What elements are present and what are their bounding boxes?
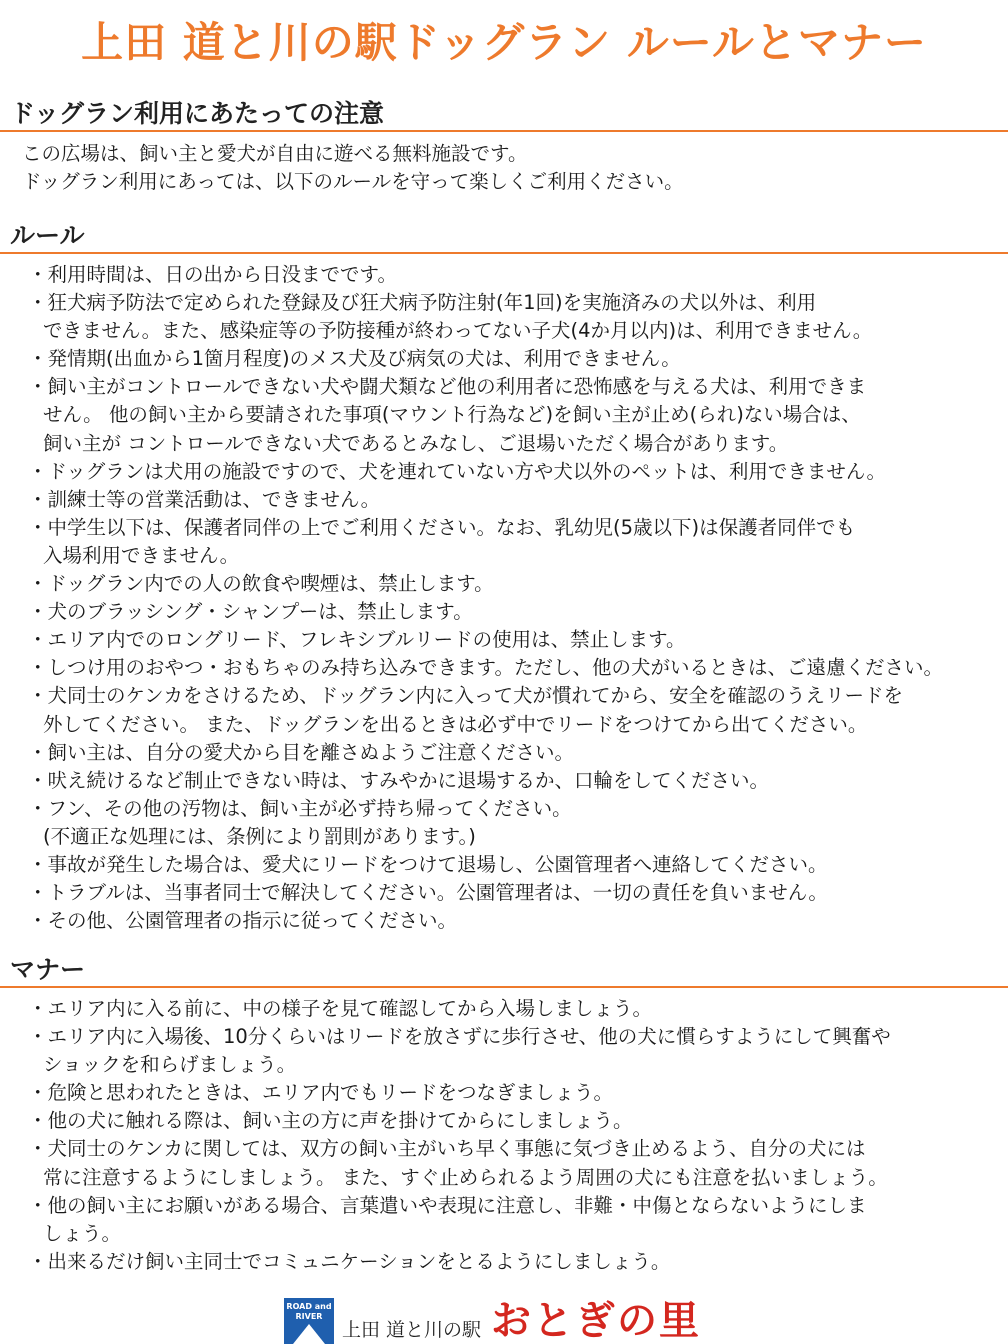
rule-item [28, 514, 1008, 570]
rule-item [28, 654, 1008, 682]
manner-item [28, 1248, 1008, 1276]
rules-section [0, 219, 1008, 935]
rule-item [28, 261, 1008, 289]
road-river-logo-icon [284, 1298, 334, 1344]
rule-item [28, 289, 1008, 345]
rule-item-line: 外してください。 また、ドッグランを出るときは必ず中でリードをつけてから出てください。 [43, 712, 868, 736]
rule-item-line: ・発情期(出血から1箇月程度)のメス犬及び病気の犬は、利用できません。 [28, 347, 681, 371]
manner-item-line: ・危険と思われたときは、エリア内でもリードをつなぎましょう。 [28, 1081, 614, 1105]
manner-item-line: ・出来るだけ飼い主同士でコミュニケーションをとるようにしましょう。 [28, 1249, 671, 1273]
rule-item-line: ・トラブルは、当事者同士で解決してください。公園管理者は、一切の責任を負いません。 [28, 881, 828, 905]
notice-line: ドッグラン利用にあっては、以下のルールを守って楽しくご利用ください。 [22, 170, 684, 193]
rule-item [28, 486, 1008, 514]
rules-heading: ルール [0, 219, 1008, 254]
rule-item-line: ・その他、公園管理者の指示に従ってください。 [28, 909, 458, 933]
rule-item [28, 851, 1008, 879]
rule-item-line: せん。 他の飼い主から要請された事項(マウント行為など)を飼い主が止め(られ)ない場合は、 [43, 403, 861, 427]
rule-item [28, 458, 1008, 486]
rule-item [28, 795, 1008, 851]
rule-item-line: ・狂犬病予防法で定められた登録及び狂犬病予防注射(年1回)を実施済みの犬以外は、利用 [28, 291, 817, 315]
rule-item-line: ・吠え続けるなど制止できない時は、すみやかに退場するか、口輪をしてください。 [28, 768, 770, 792]
rule-item-line: (不適正な処理には、条例により罰則があります。) [43, 824, 476, 848]
manner-item-line: ショックを和らげましょう。 [43, 1053, 297, 1077]
footer-logo [284, 1298, 704, 1344]
manners-section [0, 953, 1008, 1276]
page-title: 上田 道と川の駅ドッグラン ルールとマナー [81, 18, 927, 67]
rule-item-line: ・フン、その他の汚物は、飼い主が必ず持ち帰ってください。 [28, 796, 572, 820]
rule-item-line: ・ドッグランは犬用の施設ですので、犬を連れていない方や犬以外のペットは、利用できません。 [28, 459, 887, 483]
rule-item-line: ・エリア内でのロングリード、フレキシブルリードの使用は、禁止します。 [28, 628, 686, 652]
manner-item [28, 1107, 1008, 1135]
manner-item-line: 常に注意するようにしましょう。 また、すぐ止められるよう周囲の犬にも注意を払いましょう。 [43, 1165, 888, 1189]
rule-item-line: ・犬同士のケンカをさけるため、ドッグラン内に入って犬が慣れてから、安全を確認のうえリードを [28, 684, 903, 708]
rules-list [0, 254, 1008, 935]
rule-item-line: できません。また、感染症等の予防接種が終わってない子犬(4か月以内)は、利用できません。 [43, 319, 873, 343]
rule-item-line: ・中学生以下は、保護者同伴の上でご利用ください。なお、乳幼児(5歳以下)は保護者同伴でも [28, 515, 856, 539]
rule-item-line: ・訓練士等の営業活動は、できません。 [28, 487, 381, 511]
rule-item [28, 373, 1008, 457]
rule-item [28, 345, 1008, 373]
badge-text: ROAD and RIVER [286, 1302, 332, 1321]
rule-item [28, 907, 1008, 935]
notice-section [0, 97, 1008, 196]
rule-item [28, 626, 1008, 654]
manners-heading: マナー [0, 953, 1008, 988]
manner-item [28, 995, 1008, 1023]
manner-item-line: ・エリア内に入場後、10分くらいはリードを放さずに歩行させ、他の犬に慣らすようにして興奮や [28, 1025, 891, 1049]
manner-item [28, 1192, 1008, 1248]
rule-item-line: ・しつけ用のおやつ・おもちゃのみ持ち込みできます。ただし、他の犬がいるときは、ご遠慮ください。 [28, 656, 943, 680]
rule-item-line: ・事故が発生した場合は、愛犬にリードをつけて退場し、公園管理者へ連絡してください。 [28, 852, 828, 876]
manner-item [28, 1135, 1008, 1191]
manner-item-line: ・他の飼い主にお願いがある場合、言葉遣いや表現に注意し、非難・中傷とならないようにしま [28, 1193, 867, 1217]
rule-item [28, 570, 1008, 598]
manner-item-line: しょう。 [43, 1221, 122, 1245]
brand-logo: おとぎの里 [491, 1297, 702, 1344]
rule-item [28, 739, 1008, 767]
rule-item-line: ・ドッグラン内での人の飲食や喫煙は、禁止します。 [28, 572, 494, 596]
rule-item-line: ・利用時間は、日の出から日没までです。 [28, 263, 397, 286]
station-name: 上田 道と川の駅 [342, 1319, 482, 1341]
manner-item-line: ・他の犬に触れる際は、飼い主の方に声を掛けてからにしましょう。 [28, 1109, 633, 1133]
rule-item-line: ・飼い主がコントロールできない犬や闘犬類など他の利用者に恐怖感を与える犬は、利用できま [28, 375, 867, 399]
rule-item-line: ・犬のブラッシング・シャンプーは、禁止します。 [28, 600, 473, 624]
rule-item [28, 879, 1008, 907]
notice-line: この広場は、飼い主と愛犬が自由に遊べる無料施設です。 [22, 142, 528, 165]
rule-item-line: 入場利用できません。 [43, 543, 240, 567]
rule-item [28, 682, 1008, 738]
manner-item [28, 1079, 1008, 1107]
notice-heading: ドッグラン利用にあたっての注意 [0, 97, 1008, 132]
manner-item [28, 1023, 1008, 1079]
rule-item-line: 飼い主が コントロールできない犬であるとみなし、ご退場いただく場合があります。 [43, 431, 789, 455]
manner-item-line: ・犬同士のケンカに関しては、双方の飼い主がいち早く事態に気づき止めるよう、自分の犬には [28, 1137, 866, 1161]
rule-item [28, 767, 1008, 795]
rule-item-line: ・飼い主は、自分の愛犬から目を離さぬようご注意ください。 [28, 740, 575, 764]
rule-item [28, 598, 1008, 626]
manners-list [0, 988, 1008, 1276]
manner-item-line: ・エリア内に入る前に、中の様子を見て確認してから入場しましょう。 [28, 997, 653, 1020]
notice-lines [0, 132, 1008, 196]
